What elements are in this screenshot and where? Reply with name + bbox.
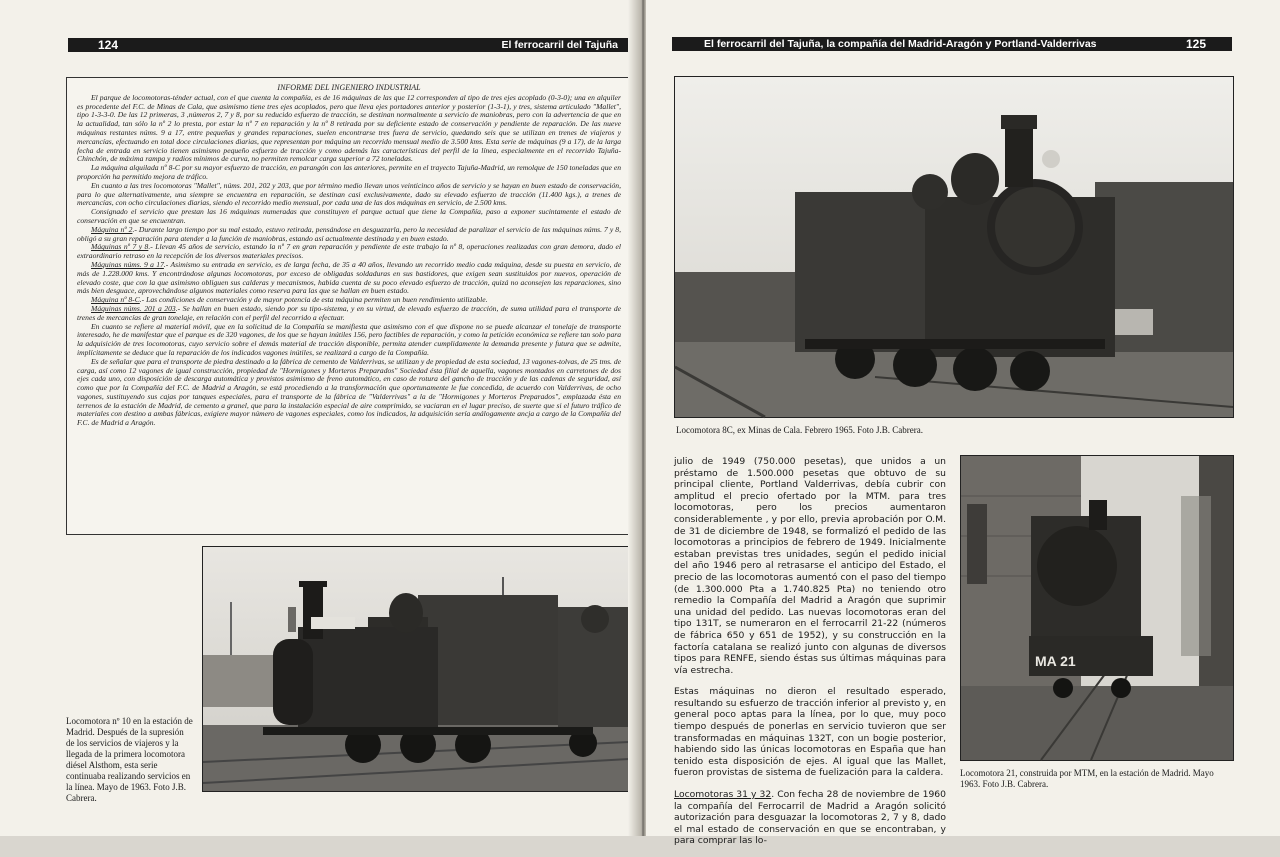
photo-locomotive-8c — [674, 76, 1234, 418]
article-body — [674, 456, 946, 857]
photo-locomotive-10 — [202, 546, 630, 792]
report-title: INFORME DEL INGENIERO INDUSTRIAL — [277, 83, 421, 92]
running-title: El ferrocarril del Tajuña — [501, 39, 618, 51]
report-paragraph: La máquina alquilada nº 8-C por su mayor esfuerzo de tracción, en parangón con las anteriores, permite en el trayecto Tajuña-Madrid, un remolque de 150 toneladas que en proporción ha permitido mejora de tráfico. — [77, 163, 621, 181]
page-number: 125 — [1185, 37, 1206, 51]
report-paragraph: Consignado el servicio que prestan las 16 máquinas numeradas que constituyen el parque actual que tiene la Compañía, paso a exponer sucintamente el estado de conservación en que se encuentran. — [77, 207, 621, 225]
body-paragraph: Estas máquinas no dieron el resultado esperado, resultando su esfuerzo de tracción inferior al previsto y, en general poco aptas para la línea, por lo que, muy poco tiempo después de ponerlas en servicio tuvieron que ser transformadas en máquinas 132T, con un bogie posterior, habiendo sido las únicas locomotoras en España que han tenido esta disposición de ejes. Al igual que las Mallet, fueron provistas de sistema de fuelización para la caldera. — [674, 686, 946, 779]
report-item: Máquina nº 8-C.- Las condiciones de conservación y de mayor potencia de esta máquina permiten un buen rendimiento utilizable. — [91, 295, 488, 305]
page-number: 124 — [98, 38, 119, 52]
report-paragraph: En cuanto se refiere al material móvil, que en la solicitud de la Compañía se manifiesta que asimismo con el que dispone no se puede alcanzar el tonelaje de transporte interesado, he de manifestar que el parque es de 320 vagones, de los que se hayan inútiles 156, pero factibles de reparación, y como la petición económica se refiere tan solo para la adquisición de tres locomotoras, cuyo servicio sobre el demás material de tracción disponible, permita atender cumplidamente la demanda presente y futura que se admite, implícitamente se deduce que la reparación de los indicados vagones inútiles, se realizará a cargo de la Compañía. — [77, 321, 621, 357]
left-page — [0, 0, 640, 836]
report-paragraph: En cuanto a las tres locomotoras "Mallet", núms. 201, 202 y 203, que por término medio llevan unos veinticinco años de servicio y se hayan en buen estado de conservación, para lo que alternativamente, una siempre se encuentra en reparación, se destinan casi exclusivamente, dado su elevado esfuerzo de tracción (11.400 kgs.), a trenes de mercancías, con ocho circulaciones diarias, siendo el recorrido medio mensual, por cada una de las dos máquinas en servicio, de 2.500 kms. — [77, 180, 621, 208]
right-page — [646, 0, 1280, 847]
left-page-header — [68, 38, 632, 52]
right-page-header — [672, 37, 1232, 51]
report-item: Máquinas núms. 9 a 17.- Asimismo su entrada en servicio, es de larga fecha, de 35 a 40 años, llevando un recorrido medio cada máquina, desde su puesta en servicio, de más de 1.228.000 kms. Y encontrándose algunas locomotoras, por exceso de obligadas soldaduras en sus bastidores, que exigen sean sustituidos por nuevos, operación de elevado coste, que con la que asimismo obliguen sus calderas y mecanismos, habida cuenta de su poco elevado esfuerzo de tracción, quizá no aconsejen las reparaciones, sino más bien desguace, aprovechándose algunos materiales como reserva para las que se hallan en buen estado. — [77, 259, 621, 296]
photo-caption-loco-10: Locomotora nº 10 en la estación de Madrid. Después de la supresión de los servicios de viajeros y la llegada de la primera locomotora diésel Alsthom, esta serie continuaba realizando servicios en la línea. Mayo de 1963. Foto J.B. Cabrera. — [66, 716, 193, 803]
engineer-report-box — [66, 77, 630, 535]
photo-locomotive-21 — [960, 455, 1234, 761]
report-item: Máquina nº 2.- Durante largo tiempo por su mal estado, estuvo retirada, pensándose en desguazarla, pero la necesidad de paralizar el servicio de las máquinas núms. 7 y 8, obligó a su gran reparación para atender a la función de maniobras, estando así actualmente destinada y en buen estado. — [77, 224, 621, 243]
photo-caption-loco-8c: Locomotora 8C, ex Minas de Cala. Febrero 1965. Foto J.B. Cabrera. — [676, 425, 923, 435]
body-paragraph: Locomotoras 31 y 32. Con fecha 28 de noviembre de 1960 la compañía del Ferrocarril de Madrid a Aragón solicitó autorización para desguazar la locomotoras 2, 7 y 8, dado el mal estado de conservación en que se encontraban, y para comprar las lo- — [674, 789, 946, 847]
photo-caption-loco-21: Locomotora 21, construida por MTM, en la estación de Madrid. Mayo 1963. Foto J.B. Cabrera. — [960, 768, 1214, 789]
report-paragraph: El parque de locomotoras-ténder actual, con el que cuenta la compañía, es de 16 máquinas de las que 12 corresponden al tipo de tres ejes acoplado (0-3-0); una en alquiler es procedente del F.C. de Minas de Cala, que asimismo tiene tres ejes acoplados, pero que lleva ejes portadores anterior y posterior (1-3-1), y tres, sistema articulado "Mallet", tipo 1-3-3-0. De las 12 primeras, 3 ,números 2, 7 y 8, por su reducido esfuerzo de tracción, se destinan normalmente a servicio de maniobras, pero con la advertencia de que en la actualidad, tan sólo la nº 2 lo presta, por estar la nº 7 en reparación y la nº 8 retirada por su deficiente estado de conservación y pendiente de reparación. De las nueve máquinas restantes núms. 9 a 17, entre pequeñas y grandes reparaciones, suelen encontrarse tres fuera de servicio, quedando seis que se utilizan en trenes de viajeros y mercancías, efectuando en total doce circulaciones diarias, que representan por máquina un recorrido mensual medio de 3.500 kms. Esta serie de máquinas (9 a 17), de la larga fecha de entrada en servicio tienen asimismo pequeño esfuerzo de tracción y como además las características del perfil de la línea, especialmente en el recorrido Tajuña-Chinchón, de máxima rampa y radios mínimos de curva, no permiten remolcar carga superior a 72 toneladas. — [77, 92, 621, 164]
report-item: Máquinas núms. 201 a 203.- Se hallan en buen estado, siendo por su tipo-sistema, y en su virtud, de elevado esfuerzo de tracción, de suma utilidad para el transporte de trenes de mercancías de gran tonelaje, en relación con el perfil del recorrido a efectuar. — [77, 303, 621, 322]
report-item: Máquinas nº 7 y 8.- Llevan 45 años de servicio, estando la nº 7 en gran reparación y pendiente de este trabajo la nº 8, operaciones realizadas con gran demora, dado el extraordinario retraso en la recepción de los diversos materiales precisos. — [77, 242, 621, 261]
loco-number-plate: MA 21 — [1035, 653, 1076, 669]
running-title: El ferrocarril del Tajuña, la compañía del Madrid-Aragón y Portland-Valderrivas — [704, 38, 1097, 50]
report-paragraph: Es de señalar que para el transporte de piedra destinado a la fábrica de cemento de Valderrivas, se utilizan y de propiedad de esta sociedad, 13 vagones-tolvas, de 25 tms. de carga, así como 12 vagones de igual construcción, propiedad de "Hormigones y Morteros Preparados" Sociedad ésta filial de aquella, vagones montados en carretones de dos ejes cada uno, con disposición de descarga automática y provistos asimismo de freno automático, en caso de rotura del gancho de tracción y de las cadenas de seguridad, así como que por la Compañía del F.C. de Madrid a Aragón, se está procediendo a la transformación que oportunamente le fue concedida, de acuerdo con Valderrivas, de ocho vagones, sustituyendo sus cajas por tanques especiales, para el transporte de la fábrica de "Valderrivas" a la de "Hormigones y Morteros Preparados", emplazada ésta en terrenos de la estación de Madrid, de cemento a granel, que para la instalación especial de aire comprimido, se vaciaran en el lugar preciso, de suerte que si el futuro tráfico de materiales con destino a ambas fábricas, exigiere mayor número de vagones especiales, como los indicados, la adquisición sería análogamente ancja a cargo de la Compañía del F.C. de Madrid a Aragón. — [77, 356, 621, 428]
body-paragraph: julio de 1949 (750.000 pesetas), que unidos a un préstamo de 1.500.000 pesetas que obtuvo de su principal cliente, Portland Valderrivas, debía cubrir con amplitud el precio ofertado por la MTM. para tres locomotoras, pero los precios aumentaron considerablemente , y por ello, previa aprobación por O.M. de 31 de diciembre de 1948, se formalizó el pedido de las locomotoras a principios de febrero de 1949. Inicialmente estaban previstas tres unidades, según el pedido inicial del año 1946 pero al retrasarse el anticipo del Estado, el precio de las locomotoras aumentó con el paso del tiempo (de 1.300.000 Pta a 1.740.825 Pta) no teniendo otro remedio la Compañía del Madrid a Aragón que suprimir una unidad del pedido. Las nuevas locomotoras eran del tipo 131T, se numeraron en el ferrocarril 21-22 (números de fábrica 650 y 651 de 1952), y su construcción en la factoría catalana se realizó junto con algunas de diversos tipos para RENFE, siendo éstas sus últimas máquinas para vía estrecha. — [674, 456, 946, 676]
